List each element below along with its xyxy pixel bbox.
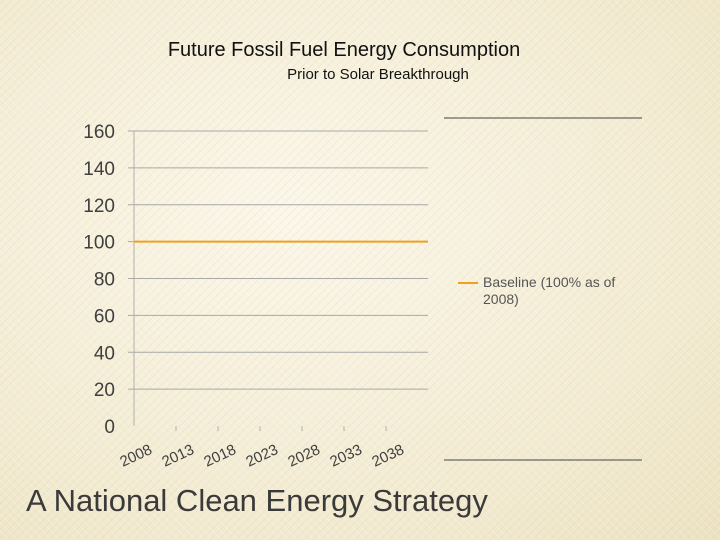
x-tick-label: 2028: [285, 441, 323, 471]
x-tick-label: 2023: [243, 441, 281, 471]
y-tick-label: 0: [104, 417, 115, 438]
legend-label-line: Baseline (100% as of: [483, 274, 616, 290]
grid-lines: [128, 131, 428, 389]
x-tick-label: 2008: [117, 441, 155, 471]
x-axis: [117, 426, 406, 471]
x-tick-label: 2018: [201, 441, 239, 471]
x-tick-label: 2013: [159, 441, 197, 471]
chart-title: Future Fossil Fuel Energy Consumption: [167, 39, 521, 61]
legend-label-line: 2008): [483, 291, 519, 307]
slide-title: A National Clean Energy Strategy: [26, 483, 488, 518]
y-tick-label: 40: [93, 343, 115, 365]
x-tick-label: 2038: [369, 441, 407, 471]
y-tick-label: 60: [93, 306, 115, 328]
legend-label: [483, 274, 615, 307]
x-tick-label: 2033: [327, 441, 365, 471]
y-tick-label: 160: [83, 122, 115, 143]
y-tick-label: 100: [83, 232, 115, 254]
y-tick-label: 80: [93, 269, 115, 291]
y-tick-label: 140: [83, 158, 115, 180]
chart-subtitle: Prior to Solar Breakthrough: [287, 66, 469, 83]
y-axis: [83, 122, 134, 438]
y-tick-label: 20: [93, 380, 115, 402]
legend: [444, 118, 642, 460]
y-tick-label: 120: [83, 195, 115, 217]
